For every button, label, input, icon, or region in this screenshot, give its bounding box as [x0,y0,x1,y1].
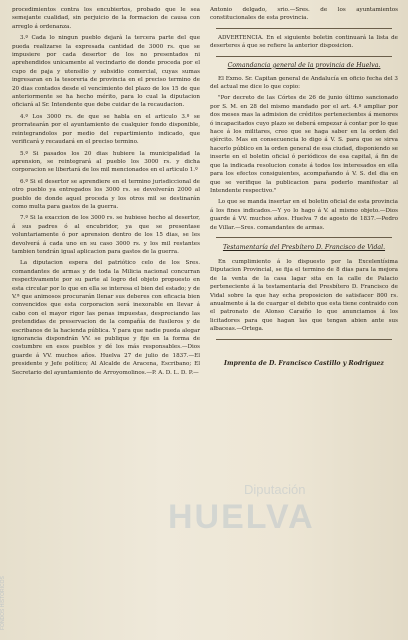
left-paragraph: 4.º Los 3000 rs. de que se habla en el articulo 3.º se prorratearán por el ayuntamiento de cualquier fondo disponible, reintegrandolos por medio del repartimiento indicado, que verificará y recaudará en el preciso termino. [12,113,200,146]
left-paragraph: 5.º Si pasados los 20 dias hubiere la municipalidad la aprension, se reintegrará al pueblo los 3000 rs. y dicha corporacion se libertará de los mil mencionados en el articulo 1.º [12,150,200,174]
section-heading-comandancia: Comandancia general de la provincia de Huelva. [227,61,381,69]
right-column [210,6,398,636]
section-heading-testamentaria: Testamentaría del Presbítero D. Francisco de Vidal. [222,243,386,251]
military-paragraph: El Exmo. Sr. Capitan general de Andalucía en oficio fecha del 3 del actual me dice lo que copio: [210,75,398,91]
page-columns [12,6,398,636]
watermark-small-text: Diputación [244,482,306,497]
divider [216,28,392,29]
left-column [12,6,200,636]
divider [216,56,392,57]
watermark-logo: HUELVA [168,498,315,536]
left-paragraph: procedimientos contra los encubiertos, probado que le sea semejante cualidad, sin perjuicio de la formacion de causa con arreglo á ordenanza. [12,7,200,30]
printer-imprint: Imprenta de D. Francisco Castillo y Rodriguez [224,359,384,367]
left-paragraph: 3.º Cada lo ningun pueblo dejará la tercera parte del que pueda realizarse la expresada cantidad de 3000 rs. que se impusiere por cada desertor de los no presentados ni aprehendidos unicamente al vecindario de donde proceda por el cupo de paja y utensilio y subsidio comercial, cuyas sumas ingresaran en la tesoreria de provincia en el preciso termino de 20 dias contados desde el vencimiento del plazo de los 15 de que anteriormente se ha hecho mérito, para lo cual la diputacion oficiará al Sr. Intendente que debe cuidar de la recaudacion. [12,35,200,109]
testament-paragraph: En cumplimiento á lo dispuesto por la Excelentísima Diputacion Provincial, se fija el termino de 8 dias para la mejora de la venta de la casa lagar sita en la calle de Palacio perteneciente á la testamentaría del Presbítero D. Francisco de Vidal sobre la que hay echa proposicion de satisfacer 800 rs. anualmente á la de cuargar el debito que esta tiene contraido con el patronato de Alonso Caraiño lo que anunciamos á los licitadores para que hagan las que tengan abien ante sus albaceas.—Ortega. [210,258,398,333]
watermark-side-text: FONDOS HISTÓRICOS [0,576,6,630]
left-paragraph: 7.º Si la exaccion de los 3000 rs. se hubiese hecho al desertor, á sus padres ó al encubridor, ya que se presentase voluntariamente ó por aprension dentro de los 15 dias, se les devolverá á cada uno en su caso 3000 rs. y los mil restantes tambien tendrán igual aplicacion para gastos de la guerra. [12,215,200,255]
left-paragraph: La diputacion espera del patriótico celo de los Sres. comandantes de armas y de toda la Milicia nacional concurran respectivamente por su parte al logro del objeto propuesto en esta circular por lo que en ella se interesa el bien del estado; y de V.ª que animosos procurarán llenar sus deberes con eficacia bien convencidos que esta corporacion será inexorable en llevar á cabo con el mayor rigor las penas impuestas, despreciando las pretendidas de preservacion de la compañía de fusileros y de escribanos de la hacienda pública. Y para que nadie pueda alegar ignorancia dispondrán VV. se publique y fije en la forma de costumbre en esos pueblos y dé los más responsables.—Dios guarde á VV. muchos años. Huelva 27 de julio de 1837.—El presidente y Jefe político; Al Alcalde de Aracena, Escribano; El Secretario del ayuntamiento de Arroyomolinos.—P. A. D. L. D. P.— [12,260,200,376]
divider [216,237,392,238]
left-paragraph: 6.º Si el desertor se aprendiere en el termino jurisdiccional de otro pueblo ya entregados los 3000 rs. se devolverán 2000 al pueblo de donde aquel proceda y los otros mil se destinarán como multa para gastos de la guerra. [12,178,200,210]
advertencia-paragraph: ADVERTENCIA. En el siguiente boletin continuará la lista de deserteres á que se refiere la anterior disposicion. [210,34,398,50]
military-paragraph: "Por decreto de las Córtes de 26 de junio último sancionado por S. M. en 28 del mismo mandado por el art. 4.º ampliar por dos meses mas la admision de créditos pertenecientes á menores ó incapacitados cuyo plazo se deberá empezar á contar por lo que hace á los militares, creo que se haga saber en la orden del ejército. Mas en consecuencia lo digo á V. S. para que se sirva hacerlo público en la orden general de esa ciudad, disponiendo se inserte en el boletin oficial ó periódicos de esa capital, á fin de que la indicada resolucion conste á todos los interesados en ella para los efectos consiguientes, acompañando á V. S. del dia en que se verifique la publicacion para poderlo manifestar al Intendente respectivo." [210,95,398,194]
divider [216,339,392,340]
intro-line: Antonio delgado, srio.—Sres. de los ayuntamientos constitucionales de esta provincia. [210,7,398,22]
military-paragraph: Lo que se manda insertar en el boletin oficial de esta provincia á los fines indicados.—Y yo lo hago á V. al mismo objeto.—Dios guarde á VV. muchos años. Huelva 7 de agosto de 1837.—Pedro de Villar.—Sres. comandantes de armas. [210,199,398,231]
